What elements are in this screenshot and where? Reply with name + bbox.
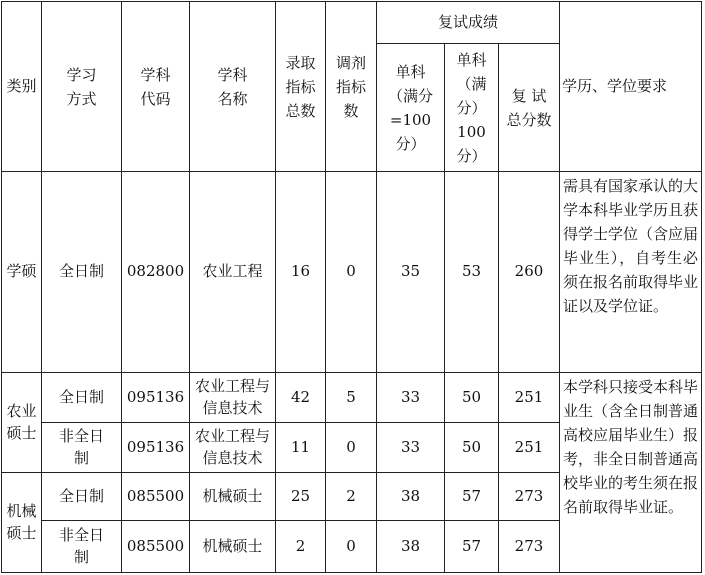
cell-study-mode: 非全日 制 — [42, 520, 122, 572]
cell-subject-code: 085500 — [122, 472, 190, 520]
cell-subject-code: 082800 — [122, 172, 190, 372]
cell-study-mode: 全日制 — [42, 472, 122, 520]
cell-adjustment-quota: 0 — [326, 172, 377, 372]
admission-score-table — [1, 1, 702, 573]
cell-subject-code: 085500 — [122, 520, 190, 572]
header-retest-scores: 复试成绩 — [377, 2, 560, 44]
cell-adjustment-quota: 2 — [326, 472, 377, 520]
header-admission-quota: 录取 指标 总数 — [276, 2, 326, 172]
cell-subject-name: 农业工程与 信息技术 — [190, 422, 276, 472]
cell-study-mode: 全日制 — [42, 372, 122, 422]
cell-category: 机械 硕士 — [2, 472, 42, 572]
header-single-subject-1: 单科 （满分 =100 分） — [377, 44, 445, 172]
cell-category: 学硕 — [2, 172, 42, 372]
cell-single-score-2: 57 — [445, 472, 499, 520]
cell-single-score-1: 33 — [377, 422, 445, 472]
cell-single-score-2: 50 — [445, 372, 499, 422]
cell-admission-quota: 25 — [276, 472, 326, 520]
header-study-mode: 学习 方式 — [42, 2, 122, 172]
cell-academic-requirement: 需具有国家承认的大学本科毕业学历且获得学士学位（含应届毕业生），自考生必须在报名前取得毕业证以及学位证。 — [560, 172, 702, 372]
cell-single-score-1: 38 — [377, 520, 445, 572]
cell-subject-code: 095136 — [122, 372, 190, 422]
header-retest-total: 复 试 总分数 — [499, 44, 560, 172]
cell-total-score: 251 — [499, 422, 560, 472]
cell-adjustment-quota: 0 — [326, 520, 377, 572]
cell-total-score: 273 — [499, 520, 560, 572]
cell-admission-quota: 42 — [276, 372, 326, 422]
cell-total-score: 273 — [499, 472, 560, 520]
cell-single-score-2: 50 — [445, 422, 499, 472]
cell-admission-quota: 11 — [276, 422, 326, 472]
cell-subject-name: 农业工程与 信息技术 — [190, 372, 276, 422]
cell-subject-code: 095136 — [122, 422, 190, 472]
cell-subject-name: 机械硕士 — [190, 472, 276, 520]
cell-single-score-1: 35 — [377, 172, 445, 372]
cell-single-score-1: 38 — [377, 472, 445, 520]
header-subject-code: 学科 代码 — [122, 2, 190, 172]
cell-single-score-2: 53 — [445, 172, 499, 372]
cell-total-score: 260 — [499, 172, 560, 372]
table-row — [2, 372, 702, 422]
header-single-subject-2: 单科 （满 分） 100 分） — [445, 44, 499, 172]
cell-study-mode: 非全日 制 — [42, 422, 122, 472]
header-category: 类别 — [2, 2, 42, 172]
cell-subject-name: 农业工程 — [190, 172, 276, 372]
cell-professional-requirement: 本学科只接受本科毕业生（含全日制普通高校应届毕业生）报考，非全日制普通高校毕业的考生须在报名前取得毕业证。 — [560, 372, 702, 572]
cell-adjustment-quota: 5 — [326, 372, 377, 422]
cell-study-mode: 全日制 — [42, 172, 122, 372]
cell-subject-name: 机械硕士 — [190, 520, 276, 572]
cell-category: 农业 硕士 — [2, 372, 42, 472]
table-row — [2, 172, 702, 372]
cell-single-score-2: 57 — [445, 520, 499, 572]
header-adjustment-quota: 调剂 指标 数 — [326, 2, 377, 172]
cell-admission-quota: 16 — [276, 172, 326, 372]
cell-adjustment-quota: 0 — [326, 422, 377, 472]
cell-admission-quota: 2 — [276, 520, 326, 572]
cell-total-score: 251 — [499, 372, 560, 422]
header-degree-requirement: 学历、学位要求 — [560, 2, 702, 172]
header-subject-name: 学科 名称 — [190, 2, 276, 172]
cell-single-score-1: 33 — [377, 372, 445, 422]
